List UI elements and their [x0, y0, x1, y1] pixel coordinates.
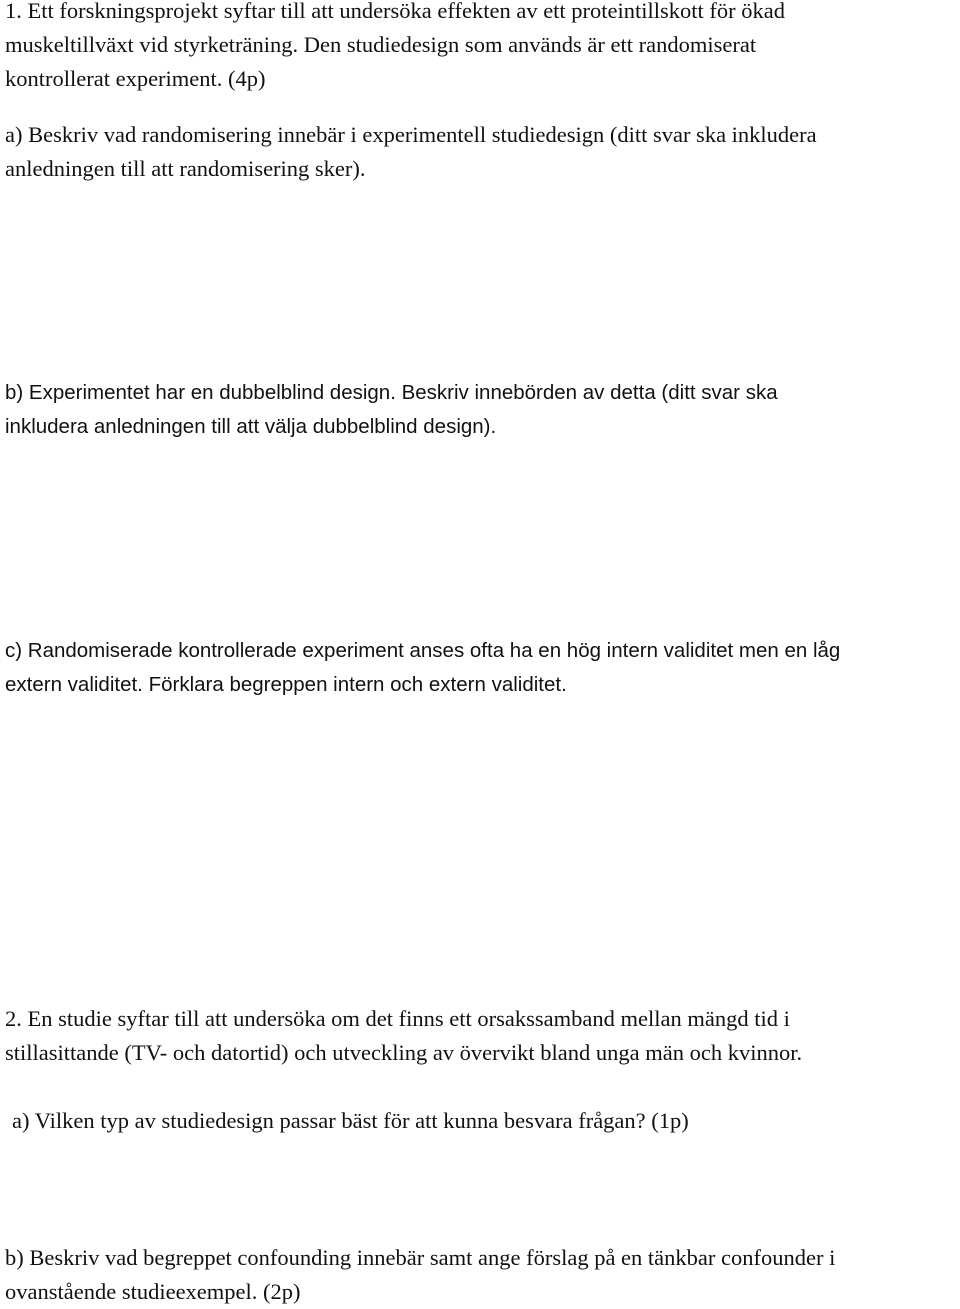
- question-1c: [5, 634, 956, 702]
- question-2-intro: [5, 1002, 956, 1070]
- question-1-line-2: muskeltillväxt vid styrketräning. Den studiedesign som används är ett randomiserat: [5, 32, 757, 57]
- question-1c-line-2: extern validitet. Förklara begreppen intern och extern validitet.: [5, 673, 567, 696]
- question-2b: [5, 1241, 956, 1309]
- question-1b-line-2: inkludera anledningen till att välja dubbelblind design).: [5, 415, 497, 438]
- question-2-line-1: 2. En studie syftar till att undersöka om det finns ett orsakssamband mellan mängd tid i: [5, 1006, 790, 1031]
- question-2a: [12, 1104, 956, 1138]
- question-1b-line-1: b) Experimentet har en dubbelblind design. Beskriv innebörden av detta (ditt svar ska: [5, 381, 778, 404]
- question-1-line-3: kontrollerat experiment. (4p): [5, 66, 266, 91]
- question-1c-line-1: c) Randomiserade kontrollerade experiment anses ofta ha en hög intern validitet men en låg: [5, 639, 841, 662]
- question-2a-line-1: a) Vilken typ av studiedesign passar bäst för att kunna besvara frågan? (1p): [12, 1108, 689, 1133]
- question-1a: [5, 118, 956, 186]
- question-1a-line-1: a) Beskriv vad randomisering innebär i experimentell studiedesign (ditt svar ska inkludera: [5, 122, 817, 147]
- question-2-line-2: stillasittande (TV- och datortid) och utveckling av övervikt bland unga män och kvinnor.: [5, 1040, 803, 1065]
- question-1a-line-2: anledningen till att randomisering sker).: [5, 156, 366, 181]
- question-2b-line-1: b) Beskriv vad begreppet confounding innebär samt ange förslag på en tänkbar confounder i: [5, 1245, 836, 1270]
- question-1b: [5, 376, 956, 444]
- question-1-line-1: 1. Ett forskningsprojekt syftar till att undersöka effekten av ett proteintillskott för ökad: [5, 0, 786, 23]
- question-1-intro: [5, 0, 956, 96]
- question-2b-line-2: ovanstående studieexempel. (2p): [5, 1279, 301, 1304]
